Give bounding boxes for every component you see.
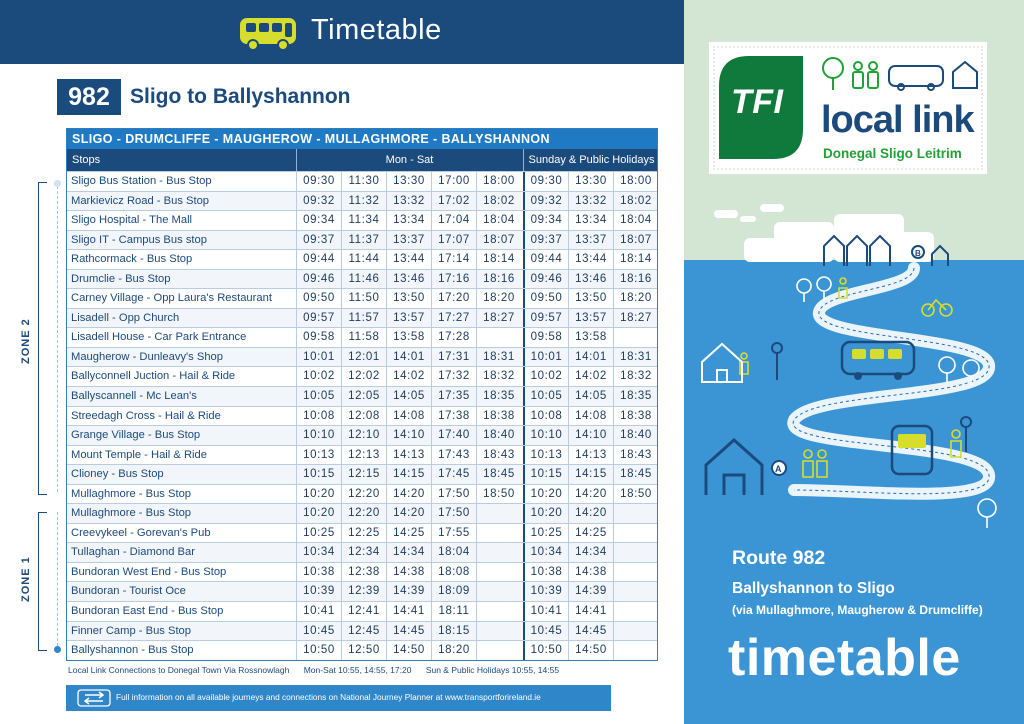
connections-text: Local Link Connections to Donegal Town Via Rossnowlagh bbox=[68, 665, 290, 675]
sunday-time-cell: 14:20 bbox=[568, 485, 613, 504]
sunday-time-cell: 09:44 bbox=[523, 250, 568, 269]
sunday-time-cell: 14:20 bbox=[568, 504, 613, 523]
monsat-time-cell: 12:25 bbox=[341, 524, 386, 543]
monsat-time-cell: 18:32 bbox=[476, 367, 521, 386]
table-row bbox=[67, 425, 657, 445]
stop-name: Sligo Hospital - The Mall bbox=[71, 214, 193, 227]
monsat-time-cell: 13:37 bbox=[386, 231, 431, 250]
stop-name: Drumclie - Bus Stop bbox=[71, 272, 171, 285]
stop-name: Lisadell House - Car Park Entrance bbox=[71, 331, 247, 344]
sunday-time-cell: 14:13 bbox=[568, 446, 613, 465]
monsat-time-cell: 18:08 bbox=[431, 563, 476, 582]
table-row bbox=[67, 386, 657, 406]
monsat-column-header: Mon - Sat bbox=[296, 149, 522, 171]
monsat-time-cell: 10:34 bbox=[296, 543, 341, 562]
sunday-time-cell bbox=[613, 622, 658, 641]
sunday-time-cell: 10:50 bbox=[523, 641, 568, 660]
monsat-time-cell: 10:10 bbox=[296, 426, 341, 445]
monsat-time-cell bbox=[476, 328, 521, 347]
monsat-time-cell: 12:15 bbox=[341, 465, 386, 484]
stop-name: Maugherow - Dunleavy's Shop bbox=[71, 350, 224, 363]
tfi-text: TFI bbox=[731, 83, 784, 121]
sunday-time-cell: 10:01 bbox=[523, 348, 568, 367]
monsat-time-cell: 10:15 bbox=[296, 465, 341, 484]
table-row bbox=[67, 640, 657, 660]
sunday-time-cell: 13:57 bbox=[568, 309, 613, 328]
sunday-time-cell: 10:02 bbox=[523, 367, 568, 386]
monsat-time-cell: 11:57 bbox=[341, 309, 386, 328]
monsat-time-cell: 17:02 bbox=[431, 192, 476, 211]
monsat-time-cell: 12:10 bbox=[341, 426, 386, 445]
monsat-time-cell: 14:34 bbox=[386, 543, 431, 562]
monsat-time-cell: 17:43 bbox=[431, 446, 476, 465]
monsat-time-cell: 10:01 bbox=[296, 348, 341, 367]
sunday-time-cell: 18:20 bbox=[613, 289, 658, 308]
sunday-time-cell: 10:15 bbox=[523, 465, 568, 484]
sunday-time-cell bbox=[613, 328, 658, 347]
monsat-time-cell: 14:20 bbox=[386, 504, 431, 523]
monsat-time-cell: 10:38 bbox=[296, 563, 341, 582]
sunday-time-cell: 18:50 bbox=[613, 485, 658, 504]
sunday-time-cell: 10:08 bbox=[523, 407, 568, 426]
monsat-time-cell: 14:45 bbox=[386, 622, 431, 641]
sunday-time-cell: 14:38 bbox=[568, 563, 613, 582]
monsat-time-cell: 13:57 bbox=[386, 309, 431, 328]
sunday-time-cell: 13:30 bbox=[568, 172, 613, 191]
stop-name: Ballyshannon - Bus Stop bbox=[71, 644, 194, 657]
stop-name: Streedagh Cross - Hail & Ride bbox=[71, 409, 221, 422]
sunday-time-cell: 09:58 bbox=[523, 328, 568, 347]
monsat-time-cell: 13:44 bbox=[386, 250, 431, 269]
monsat-time-cell: 18:16 bbox=[476, 270, 521, 289]
monsat-time-cell: 18:14 bbox=[476, 250, 521, 269]
route-stops-header: SLIGO - DRUMCLIFFE - MAUGHEROW - MULLAGHMORE - BALLYSHANNON bbox=[67, 129, 657, 149]
sunday-time-cell: 13:37 bbox=[568, 231, 613, 250]
monsat-time-cell: 17:16 bbox=[431, 270, 476, 289]
sunday-time-cell: 09:50 bbox=[523, 289, 568, 308]
monsat-time-cell: 18:09 bbox=[431, 582, 476, 601]
monsat-time-cell: 13:50 bbox=[386, 289, 431, 308]
sunday-time-cell: 14:02 bbox=[568, 367, 613, 386]
promo-direction: Ballyshannon to Sligo bbox=[732, 580, 895, 597]
sunday-time-cell bbox=[613, 524, 658, 543]
monsat-time-cell: 18:20 bbox=[431, 641, 476, 660]
sunday-time-cell: 14:39 bbox=[568, 582, 613, 601]
sunday-time-cell: 18:43 bbox=[613, 446, 658, 465]
sunday-time-cell: 18:38 bbox=[613, 407, 658, 426]
monsat-time-cell: 12:50 bbox=[341, 641, 386, 660]
table-row bbox=[67, 269, 657, 289]
monsat-time-cell: 18:04 bbox=[431, 543, 476, 562]
monsat-time-cell: 17:28 bbox=[431, 328, 476, 347]
sunday-time-cell: 14:08 bbox=[568, 407, 613, 426]
sunday-time-cell: 10:39 bbox=[523, 582, 568, 601]
monsat-time-cell: 18:31 bbox=[476, 348, 521, 367]
table-row bbox=[67, 621, 657, 641]
stop-name: Tullaghan - Diamond Bar bbox=[71, 546, 195, 559]
route-illustration bbox=[684, 190, 1024, 535]
stop-name: Mullaghmore - Bus Stop bbox=[71, 487, 192, 500]
monsat-time-cell: 10:05 bbox=[296, 387, 341, 406]
monsat-time-cell: 14:08 bbox=[386, 407, 431, 426]
sunday-time-cell: 10:41 bbox=[523, 602, 568, 621]
monsat-time-cell: 17:38 bbox=[431, 407, 476, 426]
monsat-time-cell: 17:55 bbox=[431, 524, 476, 543]
connections-footnote bbox=[68, 665, 571, 675]
stop-name: Bundoran - Tourist Oce bbox=[71, 585, 186, 598]
monsat-time-cell: 10:41 bbox=[296, 602, 341, 621]
monsat-time-cell: 17:35 bbox=[431, 387, 476, 406]
table-row bbox=[67, 503, 657, 523]
sunday-time-cell: 10:13 bbox=[523, 446, 568, 465]
monsat-time-cell: 12:39 bbox=[341, 582, 386, 601]
monsat-time-cell bbox=[476, 602, 521, 621]
stop-name: Mullaghmore - Bus Stop bbox=[71, 507, 192, 520]
column-headers bbox=[67, 149, 657, 171]
bus-icon bbox=[842, 342, 914, 380]
sunday-time-cell: 14:45 bbox=[568, 622, 613, 641]
promo-via: (via Mullaghmore, Maugherow & Drumcliffe) bbox=[732, 603, 983, 617]
monsat-time-cell: 12:38 bbox=[341, 563, 386, 582]
sunday-time-cell: 14:10 bbox=[568, 426, 613, 445]
sunday-time-cell: 14:41 bbox=[568, 602, 613, 621]
monsat-time-cell: 09:30 bbox=[296, 172, 341, 191]
monsat-time-cell: 12:45 bbox=[341, 622, 386, 641]
sunday-time-cell: 13:32 bbox=[568, 192, 613, 211]
monsat-time-cell: 13:32 bbox=[386, 192, 431, 211]
monsat-time-cell: 11:30 bbox=[341, 172, 386, 191]
stop-a-label: A bbox=[775, 464, 782, 474]
stop-name: Grange Village - Bus Stop bbox=[71, 429, 201, 442]
sunday-time-cell: 18:40 bbox=[613, 426, 658, 445]
zone1-label: ZONE 1 bbox=[20, 556, 32, 602]
monsat-time-cell: 17:50 bbox=[431, 485, 476, 504]
table-row bbox=[67, 171, 657, 191]
monsat-time-cell: 12:05 bbox=[341, 387, 386, 406]
region-text: Donegal Sligo Leitrim bbox=[823, 146, 962, 161]
sunday-time-cell: 09:57 bbox=[523, 309, 568, 328]
monsat-time-cell: 14:41 bbox=[386, 602, 431, 621]
sunday-time-cell: 10:20 bbox=[523, 504, 568, 523]
sunday-time-cell: 18:45 bbox=[613, 465, 658, 484]
monsat-time-cell: 18:07 bbox=[476, 231, 521, 250]
monsat-time-cell bbox=[476, 543, 521, 562]
monsat-time-cell: 12:20 bbox=[341, 504, 386, 523]
house-icon bbox=[706, 440, 762, 495]
table-row bbox=[67, 308, 657, 328]
sunday-time-cell: 18:35 bbox=[613, 387, 658, 406]
monsat-time-cell: 09:37 bbox=[296, 231, 341, 250]
monsat-time-cell bbox=[476, 622, 521, 641]
stops-column-header: Stops bbox=[72, 154, 101, 166]
sunday-time-cell: 10:45 bbox=[523, 622, 568, 641]
monsat-time-cell: 13:58 bbox=[386, 328, 431, 347]
monsat-time-cell: 13:30 bbox=[386, 172, 431, 191]
sunday-time-cell: 10:05 bbox=[523, 387, 568, 406]
cyclist-icon bbox=[922, 300, 952, 316]
monsat-time-cell: 09:46 bbox=[296, 270, 341, 289]
monsat-time-cell: 17:04 bbox=[431, 211, 476, 230]
monsat-time-cell: 09:58 bbox=[296, 328, 341, 347]
timetable-table bbox=[66, 128, 658, 661]
stop-name: Bundoran West End - Bus Stop bbox=[71, 565, 227, 578]
sunday-time-cell: 14:25 bbox=[568, 524, 613, 543]
table-row bbox=[67, 210, 657, 230]
table-row bbox=[67, 347, 657, 367]
monsat-time-cell: 18:15 bbox=[431, 622, 476, 641]
table-row bbox=[67, 581, 657, 601]
monsat-time-cell: 12:20 bbox=[341, 485, 386, 504]
monsat-time-cell: 12:08 bbox=[341, 407, 386, 426]
monsat-time-cell: 14:02 bbox=[386, 367, 431, 386]
stop-name: Ballyscannell - Mc Lean's bbox=[71, 390, 197, 403]
monsat-time-cell bbox=[476, 524, 521, 543]
monsat-time-cell: 18:27 bbox=[476, 309, 521, 328]
stop-name: Lisadell - Opp Church bbox=[71, 311, 180, 324]
sunday-time-cell: 18:02 bbox=[613, 192, 658, 211]
monsat-time-cell: 18:45 bbox=[476, 465, 521, 484]
monsat-time-cell: 14:10 bbox=[386, 426, 431, 445]
journey-planner-text: Full information on all available journeys and connections on National Journey Planner at www.transportforireland.ie bbox=[116, 692, 541, 702]
promo-panel bbox=[684, 0, 1024, 724]
sunday-time-cell: 14:50 bbox=[568, 641, 613, 660]
route-title: Sligo to Ballyshannon bbox=[130, 85, 351, 108]
house-icon bbox=[953, 62, 977, 88]
table-row bbox=[67, 445, 657, 465]
sunday-column-header: Sunday & Public Holidays bbox=[523, 149, 659, 171]
monsat-time-cell: 17:31 bbox=[431, 348, 476, 367]
monsat-time-cell: 18:11 bbox=[431, 602, 476, 621]
monsat-time-cell: 17:20 bbox=[431, 289, 476, 308]
local-link-brand: local link bbox=[821, 99, 974, 141]
monsat-time-cell: 11:46 bbox=[341, 270, 386, 289]
table-row bbox=[67, 542, 657, 562]
monsat-time-cell: 10:08 bbox=[296, 407, 341, 426]
sunday-time-cell: 18:27 bbox=[613, 309, 658, 328]
monsat-time-cell: 11:34 bbox=[341, 211, 386, 230]
sunday-time-cell bbox=[613, 543, 658, 562]
monsat-time-cell: 17:45 bbox=[431, 465, 476, 484]
stop-name: Clioney - Bus Stop bbox=[71, 468, 164, 481]
stop-name: Sligo IT - Campus Bus stop bbox=[71, 233, 207, 246]
monsat-time-cell: 14:25 bbox=[386, 524, 431, 543]
monsat-time-cell: 10:13 bbox=[296, 446, 341, 465]
journey-arrows-icon bbox=[77, 689, 111, 707]
stop-name: Creevykeel - Gorevan's Pub bbox=[71, 526, 211, 539]
monsat-time-cell: 10:02 bbox=[296, 367, 341, 386]
connections-sunday: Sun & Public Holidays 10:55, 14:55 bbox=[425, 665, 560, 675]
monsat-time-cell: 18:50 bbox=[476, 485, 521, 504]
tfi-local-link-logo bbox=[708, 41, 988, 175]
monsat-time-cell: 14:39 bbox=[386, 582, 431, 601]
sunday-time-cell: 14:15 bbox=[568, 465, 613, 484]
sunday-time-cell: 14:01 bbox=[568, 348, 613, 367]
monsat-time-cell: 11:50 bbox=[341, 289, 386, 308]
tree-icon bbox=[823, 58, 843, 78]
stop-name: Rathcormack - Bus Stop bbox=[71, 253, 193, 266]
monsat-time-cell: 10:25 bbox=[296, 524, 341, 543]
monsat-time-cell: 14:38 bbox=[386, 563, 431, 582]
sunday-time-cell bbox=[613, 563, 658, 582]
monsat-time-cell: 12:41 bbox=[341, 602, 386, 621]
monsat-time-cell: 13:34 bbox=[386, 211, 431, 230]
sunday-time-cell: 09:37 bbox=[523, 231, 568, 250]
stop-name: Finner Camp - Bus Stop bbox=[71, 624, 192, 637]
stop-name: Sligo Bus Station - Bus Stop bbox=[71, 175, 212, 187]
monsat-time-cell: 12:01 bbox=[341, 348, 386, 367]
sunday-time-cell: 10:34 bbox=[523, 543, 568, 562]
logo-icons bbox=[821, 54, 981, 94]
table-row bbox=[67, 523, 657, 543]
connections-monsat: Mon-Sat 10:55, 14:55, 17:20 bbox=[303, 665, 412, 675]
sunday-time-cell: 18:31 bbox=[613, 348, 658, 367]
sunday-time-cell: 10:25 bbox=[523, 524, 568, 543]
stop-name: Mount Temple - Hail & Ride bbox=[71, 448, 207, 461]
sunday-time-cell: 10:10 bbox=[523, 426, 568, 445]
monsat-time-cell: 18:00 bbox=[476, 172, 521, 191]
sunday-time-cell bbox=[613, 641, 658, 660]
route-number-badge: 982 bbox=[57, 79, 121, 115]
top-banner bbox=[0, 0, 684, 64]
table-row bbox=[67, 484, 657, 504]
monsat-time-cell bbox=[476, 641, 521, 660]
monsat-time-cell: 09:57 bbox=[296, 309, 341, 328]
monsat-time-cell: 18:43 bbox=[476, 446, 521, 465]
table-row bbox=[67, 406, 657, 426]
monsat-time-cell: 12:02 bbox=[341, 367, 386, 386]
monsat-time-cell: 14:01 bbox=[386, 348, 431, 367]
table-row bbox=[67, 464, 657, 484]
monsat-time-cell: 17:32 bbox=[431, 367, 476, 386]
sunday-time-cell: 10:20 bbox=[523, 485, 568, 504]
sunday-time-cell: 13:50 bbox=[568, 289, 613, 308]
table-row bbox=[67, 249, 657, 269]
sunday-time-cell: 18:07 bbox=[613, 231, 658, 250]
sunday-time-cell: 09:32 bbox=[523, 192, 568, 211]
monsat-time-cell: 12:13 bbox=[341, 446, 386, 465]
sunday-time-cell: 18:00 bbox=[613, 172, 658, 191]
sunday-time-cell: 14:05 bbox=[568, 387, 613, 406]
sunday-time-cell: 18:04 bbox=[613, 211, 658, 230]
monsat-time-cell: 09:34 bbox=[296, 211, 341, 230]
sunday-time-cell: 09:46 bbox=[523, 270, 568, 289]
monsat-time-cell: 10:50 bbox=[296, 641, 341, 660]
stop-b-label: B bbox=[915, 249, 921, 258]
monsat-time-cell: 10:20 bbox=[296, 485, 341, 504]
monsat-time-cell: 18:02 bbox=[476, 192, 521, 211]
bus-icon bbox=[238, 15, 298, 51]
sunday-time-cell: 10:38 bbox=[523, 563, 568, 582]
monsat-time-cell: 14:50 bbox=[386, 641, 431, 660]
banner-title: Timetable bbox=[311, 14, 442, 46]
sunday-time-cell: 18:14 bbox=[613, 250, 658, 269]
table-row bbox=[67, 366, 657, 386]
monsat-time-cell: 14:13 bbox=[386, 446, 431, 465]
stop-name: Bundoran East End - Bus Stop bbox=[71, 605, 224, 618]
van-icon bbox=[889, 66, 943, 86]
monsat-time-cell: 10:39 bbox=[296, 582, 341, 601]
monsat-time-cell: 10:45 bbox=[296, 622, 341, 641]
sunday-time-cell: 09:30 bbox=[523, 172, 568, 191]
promo-timetable-word: timetable bbox=[728, 629, 961, 687]
monsat-time-cell: 09:44 bbox=[296, 250, 341, 269]
table-row bbox=[67, 288, 657, 308]
monsat-time-cell: 11:37 bbox=[341, 231, 386, 250]
monsat-time-cell: 18:38 bbox=[476, 407, 521, 426]
monsat-time-cell: 11:58 bbox=[341, 328, 386, 347]
monsat-time-cell: 17:14 bbox=[431, 250, 476, 269]
sunday-time-cell: 13:44 bbox=[568, 250, 613, 269]
monsat-time-cell: 18:40 bbox=[476, 426, 521, 445]
monsat-time-cell: 17:00 bbox=[431, 172, 476, 191]
monsat-time-cell: 13:46 bbox=[386, 270, 431, 289]
monsat-time-cell: 09:50 bbox=[296, 289, 341, 308]
sunday-time-cell: 13:46 bbox=[568, 270, 613, 289]
monsat-time-cell: 18:20 bbox=[476, 289, 521, 308]
monsat-time-cell: 17:50 bbox=[431, 504, 476, 523]
sunday-time-cell: 09:34 bbox=[523, 211, 568, 230]
journey-planner-bar bbox=[66, 685, 611, 711]
sunday-time-cell: 13:34 bbox=[568, 211, 613, 230]
sunday-time-cell bbox=[613, 602, 658, 621]
monsat-time-cell: 17:27 bbox=[431, 309, 476, 328]
monsat-time-cell: 18:35 bbox=[476, 387, 521, 406]
table-row bbox=[67, 601, 657, 621]
monsat-time-cell: 12:34 bbox=[341, 543, 386, 562]
monsat-time-cell: 14:15 bbox=[386, 465, 431, 484]
monsat-time-cell: 09:32 bbox=[296, 192, 341, 211]
stop-name: Ballyconnell Juction - Hail & Ride bbox=[71, 370, 236, 383]
monsat-time-cell: 11:32 bbox=[341, 192, 386, 211]
monsat-time-cell: 10:20 bbox=[296, 504, 341, 523]
promo-route-number: Route 982 bbox=[732, 547, 826, 569]
monsat-time-cell bbox=[476, 563, 521, 582]
timetable-body bbox=[67, 171, 657, 660]
sunday-time-cell: 18:32 bbox=[613, 367, 658, 386]
monsat-time-cell: 14:05 bbox=[386, 387, 431, 406]
zone2-label: ZONE 2 bbox=[20, 318, 32, 364]
sunday-time-cell: 14:34 bbox=[568, 543, 613, 562]
monsat-time-cell bbox=[476, 582, 521, 601]
stop-name: Carney Village - Opp Laura's Restaurant bbox=[71, 292, 272, 305]
table-row bbox=[67, 191, 657, 211]
monsat-time-cell: 17:07 bbox=[431, 231, 476, 250]
sunday-time-cell: 13:58 bbox=[568, 328, 613, 347]
monsat-time-cell: 17:40 bbox=[431, 426, 476, 445]
house-icon bbox=[702, 344, 742, 382]
table-row bbox=[67, 562, 657, 582]
table-row bbox=[67, 327, 657, 347]
table-row bbox=[67, 230, 657, 250]
sunday-time-cell bbox=[613, 504, 658, 523]
monsat-time-cell: 14:20 bbox=[386, 485, 431, 504]
monsat-time-cell: 18:04 bbox=[476, 211, 521, 230]
sunday-time-cell bbox=[613, 582, 658, 601]
monsat-time-cell: 11:44 bbox=[341, 250, 386, 269]
sunday-time-cell: 18:16 bbox=[613, 270, 658, 289]
stop-name: Markievicz Road - Bus Stop bbox=[71, 194, 210, 207]
monsat-time-cell bbox=[476, 504, 521, 523]
